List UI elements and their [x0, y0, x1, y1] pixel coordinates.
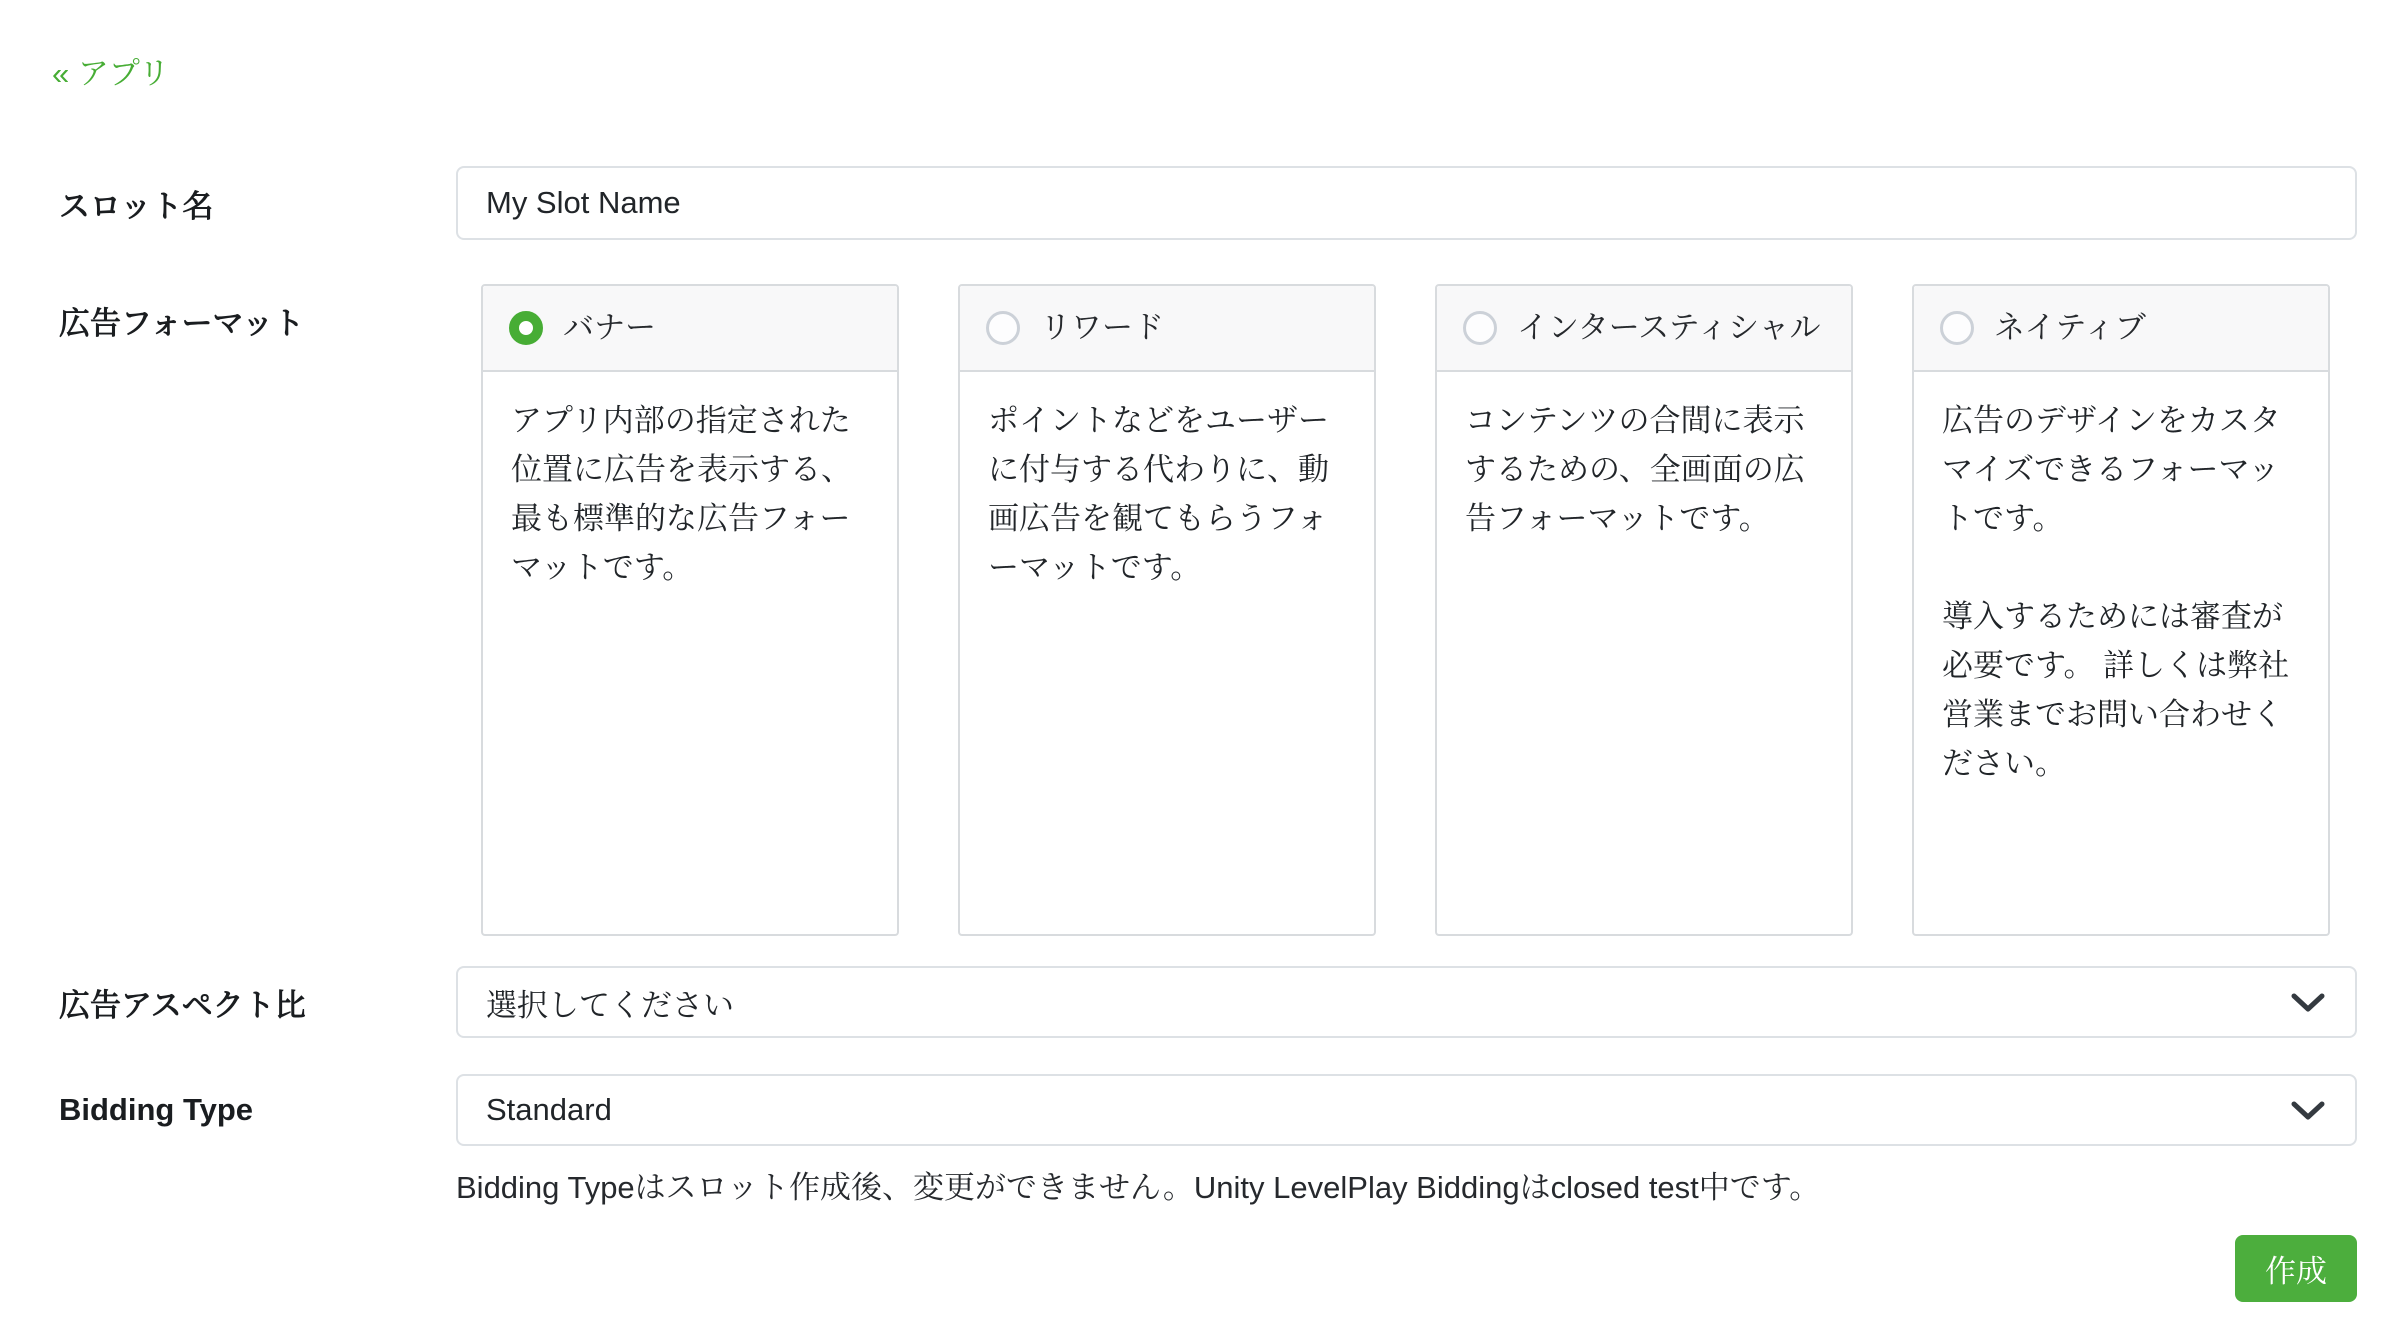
chevron-down-icon [2291, 993, 2325, 1013]
ad-format-card-native[interactable] [1912, 284, 2330, 936]
native-description [1914, 372, 2328, 812]
native-title: ネイティブ [1994, 310, 2146, 345]
create-button[interactable]: 作成 [2235, 1235, 2357, 1302]
aspect-ratio-label: 広告アスペクト比 [59, 987, 306, 1023]
native-description-text-2: 導入するためには審査が必要です。 詳しくは弊社営業までお問い合わせください。 [1942, 599, 2290, 781]
ad-format-card-native-header[interactable] [1914, 286, 2328, 372]
bidding-type-helper-row [59, 1162, 2357, 1207]
reward-description [960, 372, 1374, 616]
interstitial-title: インタースティシャル [1517, 310, 1821, 345]
aspect-ratio-select[interactable] [456, 966, 2357, 1038]
slot-name-input[interactable] [456, 166, 2357, 240]
aspect-ratio-row [59, 966, 2357, 1038]
aspect-ratio-selected-value: 選択してください [486, 987, 734, 1023]
ad-format-card-interstitial[interactable] [1435, 284, 1853, 936]
banner-radio[interactable] [509, 311, 543, 345]
ad-format-card-banner-header[interactable] [483, 286, 897, 372]
bidding-type-helper-text: Bidding Typeはスロット作成後、変更ができません。Unity LevelPlay Biddingはclosed test中です。 [456, 1170, 1821, 1205]
chevron-down-icon [2291, 1101, 2325, 1121]
native-radio[interactable] [1940, 311, 1974, 345]
bidding-type-label: Bidding Type [59, 1092, 254, 1127]
ad-format-card-reward-header[interactable] [960, 286, 1374, 372]
ad-format-card-banner[interactable] [481, 284, 899, 936]
ad-format-card-group [481, 284, 2330, 936]
reward-description-text: ポイントなどをユーザーに付与する代わりに、動画広告を観てもらうフォーマットです。 [988, 403, 1329, 585]
bidding-type-row [59, 1074, 2357, 1146]
interstitial-description [1437, 372, 1851, 567]
back-to-apps-link[interactable]: « アプリ [52, 56, 170, 91]
bidding-type-selected-value: Standard [486, 1092, 612, 1127]
form-actions [0, 1235, 2357, 1302]
interstitial-radio[interactable] [1463, 311, 1497, 345]
slot-name-label: スロット名 [59, 188, 214, 224]
ad-format-card-reward[interactable] [958, 284, 1376, 936]
reward-title: リワード [1040, 310, 1164, 345]
ad-format-card-interstitial-header[interactable] [1437, 286, 1851, 372]
banner-title: バナー [563, 310, 656, 345]
banner-description [483, 372, 897, 616]
reward-radio[interactable] [986, 311, 1020, 345]
native-description-text-1: 広告のデザインをカスタマイズできるフォーマットです。 [1942, 403, 2281, 536]
ad-format-label: 広告フォーマット [59, 306, 305, 341]
slot-name-row [59, 166, 2357, 240]
interstitial-description-text: コンテンツの合間に表示するための、全画面の広告フォーマットです。 [1465, 403, 1805, 536]
ad-format-row [59, 284, 2357, 936]
banner-description-text: アプリ内部の指定された位置に広告を表示する、最も標準的な広告フォーマットです。 [511, 403, 852, 585]
bidding-type-select[interactable] [456, 1074, 2357, 1146]
